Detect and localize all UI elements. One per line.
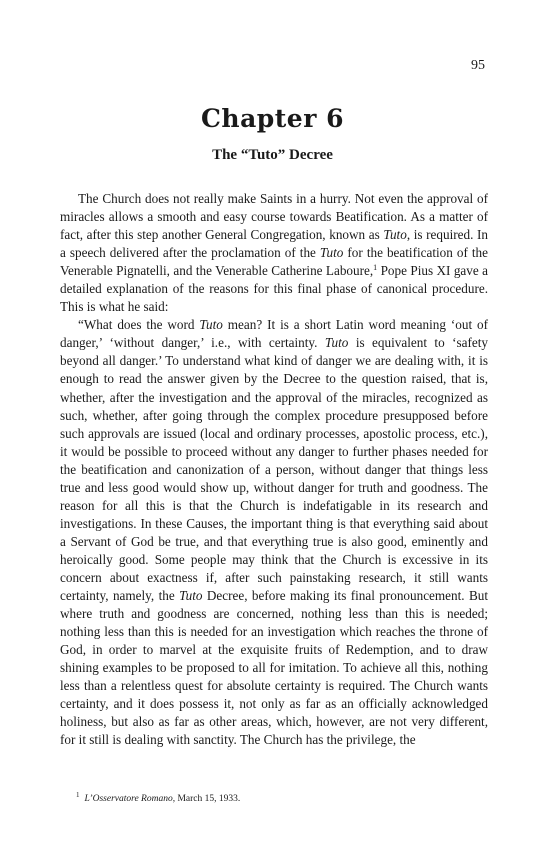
paragraph-text: for the beatification of the Venerable Pignatelli, and the Venerable Catherine Laboure, [60, 245, 488, 279]
italic-term: Tuto [319, 245, 344, 261]
paragraph-text: The Church does not really make Saints in a hurry. Not even the approval of miracles allows a smooth and easy course towards Beatification. As a matter of fact, after this step another General Congregation, known as [60, 191, 488, 243]
italic-term: Tuto [383, 227, 407, 243]
chapter-heading: Chapter 6 [201, 104, 344, 133]
footnote-date: March 15, 1933. [175, 794, 241, 804]
italic-term: Tuto [324, 335, 349, 351]
chapter-title: The “Tuto” Decree [212, 147, 333, 163]
body-text [60, 190, 488, 749]
italic-term: Tuto [199, 317, 223, 333]
paragraph-text: Pope Pius XI gave a detailed explanation of the reasons for this final phase of canonical procedure. This is what he said: [60, 263, 488, 315]
paragraph-text: “What does the word [78, 317, 200, 333]
paragraph-text: , is required. In a speech delivered after the proclamation of the [60, 227, 489, 261]
page-number: 95 [471, 58, 485, 73]
italic-term: Tuto [179, 588, 203, 604]
footnote-source: L’Osservatore Romano, [84, 794, 176, 804]
footnote-marker: 1 [76, 791, 80, 799]
paragraph-text: Decree, before making its final pronouncement. But where truth and goodness are concerned, nothing less than this is needed; nothing less than this is needed for an investigation which reaches the throne of God, in order to marvel at the exquisite fruits of Redemption, and to draw shining examples to be proposed to all for imitation. To achieve all this, nothing less than a relentless quest for absolute certainty is required. The Church wants certainty, and it does possess it, not only as far as an officially acknowledged holiness, but also as far as other areas, which, however, are not very different, for it still is dealing with sanctity. The Church has the privilege, the [60, 588, 488, 748]
paragraph-text: is equivalent to ‘safety beyond all danger.’ To understand what kind of danger we are dealing with, it is enough to read the answer given by the Decree to the question raised, that is, whether, after the investigation and the approval of the miracles, recognized as such, whether, after going through the complex procedure presupposed before such approvals are issued (local and ordinary processes, apostolic process, etc.), it would be possible to proceed without any danger to further phases needed for the beatification and canonization of a person, without danger that things less true and less good would show up, without danger for truth and goodness. The reason for all this is that the Church is indefatigable in its research and investigations. In these Causes, the important thing is that everything said about a Servant of God be true, and that everything true is also good, eminently and heroically good. Some people may think that the Church is excessive in its concern about exactness if, after such painstaking research, it still wants certainty, namely, the [60, 335, 489, 604]
paragraph [60, 190, 488, 316]
footnote [76, 791, 496, 804]
footnote-reference[interactable]: 1 [373, 263, 378, 273]
paragraph [60, 316, 488, 749]
paragraph-text: mean? It is a short Latin word meaning ‘out of danger,’ ‘without danger,’ i.e., with certainty. [60, 317, 488, 351]
